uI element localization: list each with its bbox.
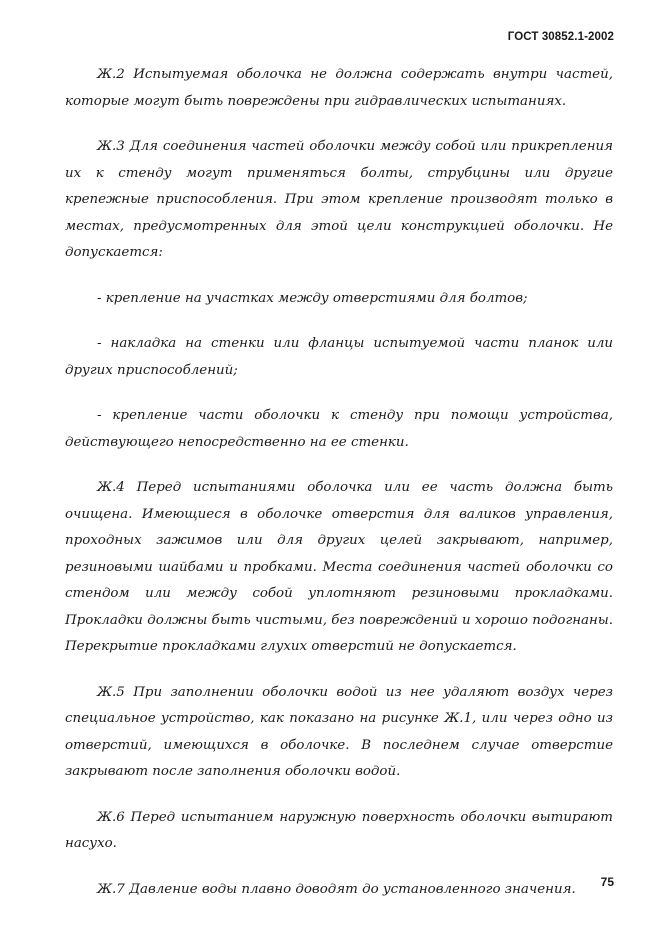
document-body [65,62,613,922]
page-number: 75 [600,875,614,889]
list-item-bolt-holes: - крепление на участках между отверстиями для болтов; [97,290,528,306]
paragraph-zh5: Ж.5 При заполнении оболочки водой из нее удаляют воздух через специальное устройство, как показано на рисунке Ж.1, или через одно из отверстий, имеющихся в оболочке. В последнем случае отверстие закрывают после заполнения оболочки водой. [65,684,613,779]
paragraph-zh7: Ж.7 Давление воды плавно доводят до установленного значения. [97,881,576,897]
paragraph-zh3: Ж.3 Для соединения частей оболочки между собой или прикрепления их к стенду могут применяться болты, струбцины или другие крепежные приспособления. При этом крепление производят только в местах, предусмотренных для этой цели конструкцией оболочки. Не допускается: [65,139,613,260]
paragraph-zh4: Ж.4 Перед испытаниями оболочка или ее часть должна быть очищена. Имеющиеся в оболочке отверстия для валиков управления, проходных зажимов или для других целей закрывают, например, резиновыми шайбами и пробками. Места соединения частей оболочки со стендом или между собой уплотняют резиновыми прокладками. Прокладки должны быть чистыми, без повреждений и хорошо подогнаны. Перекрытие прокладками глухих отверстий не допускается. [65,480,613,654]
list-item-plates: - накладка на стенки или фланцы испытуемой части планок или других приспособлений; [65,336,613,378]
list-item-stand-device: - крепление части оболочки к стенду при помощи устройства, действующего непосредственно на ее стенки. [65,408,613,450]
paragraph-zh6: Ж.6 Перед испытанием наружную поверхность оболочки вытирают насухо. [65,809,613,851]
standard-code: ГОСТ 30852.1-2002 [507,31,614,43]
document-header [508,31,614,43]
paragraph-zh2: Ж.2 Испытуемая оболочка не должна содержать внутри частей, которые могут быть повреждены при гидравлических испытаниях. [65,67,613,109]
